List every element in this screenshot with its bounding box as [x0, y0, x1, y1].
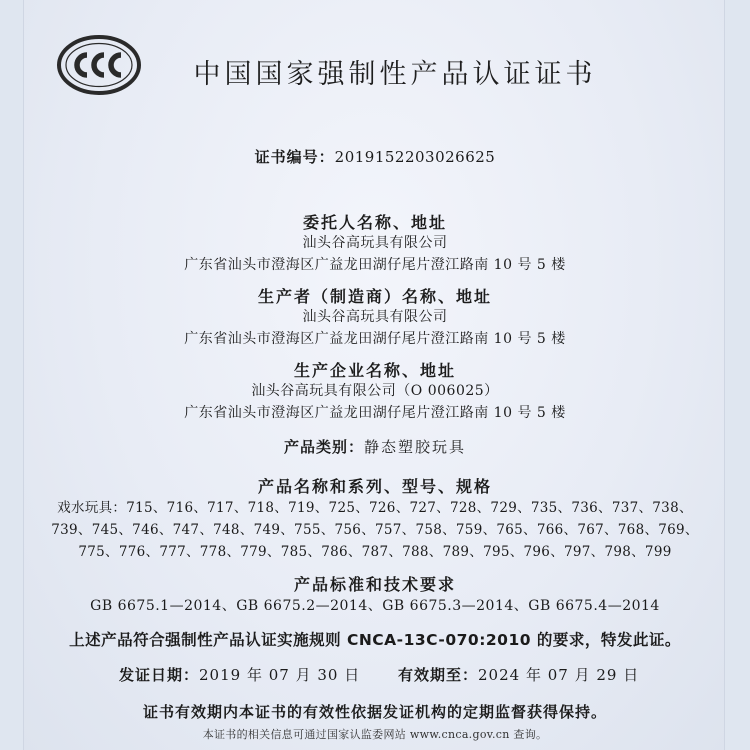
manufacturer-name: 汕头谷高玩具有限公司: [302, 309, 448, 325]
issue-date: [119, 664, 360, 685]
conformity-statement: 上述产品符合强制性产品认证实施规则 CNCA-13C-070:2010 的要求，特发此证。: [69, 631, 681, 649]
expiry-date-label: 有效期至：: [398, 666, 479, 684]
product-category-label: 产品类别：: [283, 438, 364, 456]
applicant-name: 汕头谷高玩具有限公司: [302, 235, 448, 251]
applicant-address: 广东省汕头市澄海区广益龙田湖仔尾片澄江路南 10 号 5 楼: [184, 257, 566, 273]
product-category: [0, 436, 750, 457]
product-models-heading: 产品名称和系列、型号、规格: [257, 477, 492, 496]
product-models-line: 739、745、746、747、748、749、755、756、757、758、759、765、766、767、768、769、: [51, 522, 699, 538]
product-models-line: 775、776、777、778、779、785、786、787、788、789、795、796、797、798、799: [78, 544, 672, 560]
factory-address: 广东省汕头市澄海区广益龙田湖仔尾片澄江路南 10 号 5 楼: [184, 405, 566, 421]
validity-note: 证书有效期内本证书的有效性依据发证机构的定期监督获得保持。: [142, 703, 607, 721]
applicant-heading: 委托人名称、地址: [302, 213, 447, 232]
manufacturer-heading: 生产者（制造商）名称、地址: [257, 287, 492, 306]
factory-heading: 生产企业名称、地址: [293, 361, 456, 380]
certificate-number-label: 证书编号：: [254, 148, 335, 166]
issue-date-label: 发证日期：: [119, 666, 200, 684]
product-category-value: 静态塑胶玩具: [364, 438, 467, 456]
standards-heading: 产品标准和技术要求: [293, 575, 456, 594]
expiry-date: [398, 664, 639, 685]
expiry-date-value: 2024 年 07 月 29 日: [478, 666, 640, 684]
certificate-title: 中国国家强制性产品认证证书: [193, 59, 597, 90]
factory-name: 汕头谷高玩具有限公司（O 006025）: [251, 383, 499, 399]
certificate-number: [0, 146, 750, 167]
standards-value: GB 6675.1—2014、GB 6675.2—2014、GB 6675.3—2014、GB 6675.4—2014: [90, 598, 660, 614]
manufacturer-address: 广东省汕头市澄海区广益龙田湖仔尾片澄江路南 10 号 5 楼: [184, 331, 566, 347]
issue-date-value: 2019 年 07 月 30 日: [199, 666, 361, 684]
footnote: 本证书的相关信息可通过国家认监委网站 www.cnca.gov.cn 查询。: [202, 728, 548, 741]
ccc-mark-icon: [56, 34, 142, 96]
certificate-number-value: 2019152203026625: [334, 148, 496, 166]
product-models-line: 戏水玩具：715、716、717、718、719、725、726、727、728、729、735、736、737、738、: [57, 500, 693, 516]
